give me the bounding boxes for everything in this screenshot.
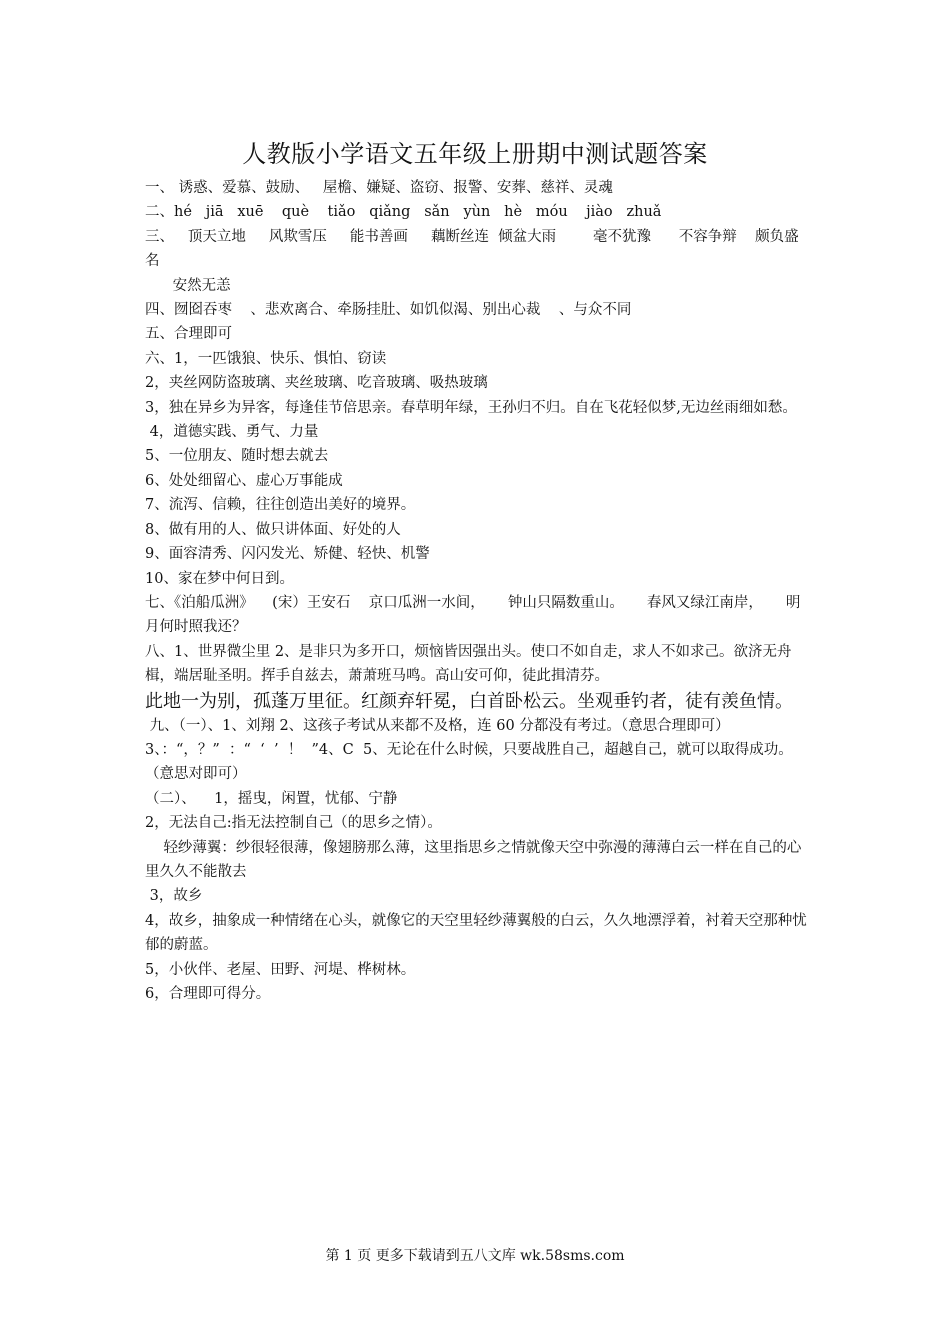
answer-line: 五、合理即可: [145, 326, 232, 343]
answer-line: （二）、 1，摇曳，闲置，忧郁、宁静: [145, 790, 398, 807]
document-title: 人教版小学语文五年级上册期中测试题答案: [242, 140, 708, 168]
answer-line: 8、做有用的人、做只讲体面、好处的人: [145, 521, 401, 538]
answer-line: 10、家在梦中何日到。: [145, 570, 294, 587]
answer-line: 3，故乡: [145, 888, 203, 905]
answer-line: 2，无法自己:指无法控制自己（的思乡之情）。: [145, 815, 442, 832]
answer-line: 2，夹丝网防盗玻璃、夹丝玻璃、吃音玻璃、吸热玻璃: [145, 375, 488, 392]
answer-line: 一、 诱惑、爱慕、鼓励、 屋檐、嫌疑、盗窃、报警、安葬、慈祥、灵魂: [145, 180, 613, 196]
answer-line: 轻纱薄翼：纱很轻很薄，像翅膀那么薄，这里指思乡之情就像天空中弥漫的薄薄白云一样在自己的心里久久不能散去: [145, 839, 802, 880]
answer-line: 7、流泻、信赖，往往创造出美好的境界。: [145, 497, 416, 514]
answer-line: 5，小伙伴、老屋、田野、河堤、桦树林。: [145, 961, 416, 978]
answer-line: 安然无恙: [145, 277, 231, 294]
answer-line: 四、囫囵吞枣 、悲欢离合、牵肠挂肚、如饥似渴、别出心裁 、与众不同: [145, 302, 632, 319]
answer-body: [145, 176, 810, 1006]
answer-line: 此地一为别，孤蓬万里征。红颜弃轩冕，白首卧松云。坐观垂钓者，徒有羡鱼情。: [145, 690, 793, 712]
answer-line: 三、 顶天立地 风欺雪压 能书善画 藕断丝连 倾盆大雨 毫不犹豫 不容争辩 颇负盛名: [145, 228, 799, 270]
answer-line: 6、处处细留心、虚心万事能成: [145, 472, 343, 489]
answer-line: 4，道德实践、勇气、力量: [145, 424, 319, 441]
answer-line: 3，独在异乡为异客，每逢佳节倍思亲。春草明年绿，王孙归不归。自在飞花轻似梦,无边丝雨细如愁。: [145, 399, 797, 416]
answer-line: 3、：“，？” ：“ ‘ ’ ！ ”4、C 5、无论在什么时候，只要战胜自己，超越自己，就可以取得成功。（意思对即可）: [145, 741, 793, 783]
answer-line: 六、1，一匹饿狼、快乐、惧怕、窃读: [145, 350, 387, 367]
answer-line: 6，合理即可得分。: [145, 986, 271, 1002]
answer-line: 二、hé jiā xuē què tiǎo qiǎng sǎn yùn hè móu jiào zhuǎ: [145, 204, 662, 221]
page-footer: 第 1 页 更多下载请到五八文库 wk.58sms.com: [325, 1248, 625, 1264]
answer-line: 4，故乡，抽象成一种情绪在心头，就像它的天空里轻纱薄翼般的白云，久久地漂浮着，衬着天空那种忧郁的蔚蓝。: [145, 912, 807, 954]
answer-line: 9、面容清秀、闪闪发光、矫健、轻快、机警: [145, 546, 430, 563]
answer-line: 5、一位朋友、随时想去就去: [145, 448, 329, 465]
answer-line: 九、（一）、1、刘翔 2、这孩子考试从来都不及格，连 60 分都没有考过。（意思合理即可）: [145, 717, 730, 734]
answer-line: 七、《泊船瓜洲》 (宋）王安石 京口瓜洲一水间， 钟山只隔数重山。 春风又绿江南岸， 明月何时照我还？: [145, 594, 801, 636]
answer-line: 八、1、世界微尘里 2、是非只为多开口，烦恼皆因强出头。使口不如自走，求人不如求己。欲济无舟楫，端居耻圣明。挥手自兹去，萧萧班马鸣。高山安可仰，徒此揖清芬。: [145, 643, 792, 685]
